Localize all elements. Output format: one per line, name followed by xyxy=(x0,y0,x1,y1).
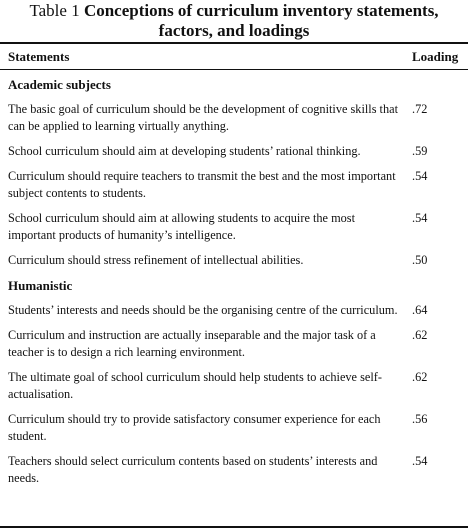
bottom-rule xyxy=(0,526,468,528)
table-row xyxy=(0,143,468,160)
section-heading-humanistic: Humanistic xyxy=(8,278,73,293)
table-title-line2: factors, and loadings xyxy=(158,21,310,40)
statement-cell: Curriculum should require teachers to transmit the best and the most important subject contents to students. xyxy=(8,169,396,200)
loading-cell: .56 xyxy=(412,412,428,426)
statement-cell: The basic goal of curriculum should be the development of cognitive skills that can be applied to learning virtually anything. xyxy=(8,102,398,133)
table-row xyxy=(0,369,468,403)
statement-cell: Students’ interests and needs should be the organising centre of the curriculum. xyxy=(8,303,398,317)
loading-cell: .72 xyxy=(412,102,428,116)
table-row xyxy=(0,210,468,244)
table-row xyxy=(0,327,468,361)
table-title-line1: Conceptions of curriculum inventory statements, xyxy=(83,1,439,20)
top-rule xyxy=(0,42,468,44)
header-loading: Loading xyxy=(412,49,459,64)
loading-cell: .62 xyxy=(412,328,428,342)
statement-cell: Curriculum and instruction are actually inseparable and the major task of a teacher is to design a rich learning environment. xyxy=(8,328,376,359)
statement-cell: The ultimate goal of school curriculum should help students to achieve self-actualisation. xyxy=(8,370,382,401)
loading-cell: .64 xyxy=(412,303,428,317)
header-rule xyxy=(0,69,468,70)
table-header-row xyxy=(0,46,468,68)
table-row xyxy=(0,302,468,319)
loading-cell: .59 xyxy=(412,144,428,158)
loading-cell: .54 xyxy=(412,169,428,183)
table-row xyxy=(0,101,468,135)
loading-cell: .54 xyxy=(412,211,428,225)
statement-cell: Curriculum should try to provide satisfactory consumer experience for each student. xyxy=(8,412,381,443)
loading-cell: .62 xyxy=(412,370,428,384)
statement-cell: School curriculum should aim at allowing students to acquire the most important products of humanity’s intelligence. xyxy=(8,211,355,242)
table-row xyxy=(0,453,468,487)
statement-cell: School curriculum should aim at developing students’ rational thinking. xyxy=(8,144,361,158)
table-row xyxy=(0,411,468,445)
section-heading-academic: Academic subjects xyxy=(8,77,111,92)
loading-cell: .50 xyxy=(412,253,428,267)
table-row xyxy=(0,168,468,202)
table-label: Table 1 xyxy=(29,1,84,20)
table-caption xyxy=(0,0,468,41)
statement-cell: Teachers should select curriculum contents based on students’ interests and needs. xyxy=(8,454,378,485)
loading-cell: .54 xyxy=(412,454,428,468)
table-body xyxy=(0,72,468,495)
statement-cell: Curriculum should stress refinement of intellectual abilities. xyxy=(8,253,304,267)
header-statements: Statements xyxy=(8,49,70,64)
table-row xyxy=(0,252,468,269)
